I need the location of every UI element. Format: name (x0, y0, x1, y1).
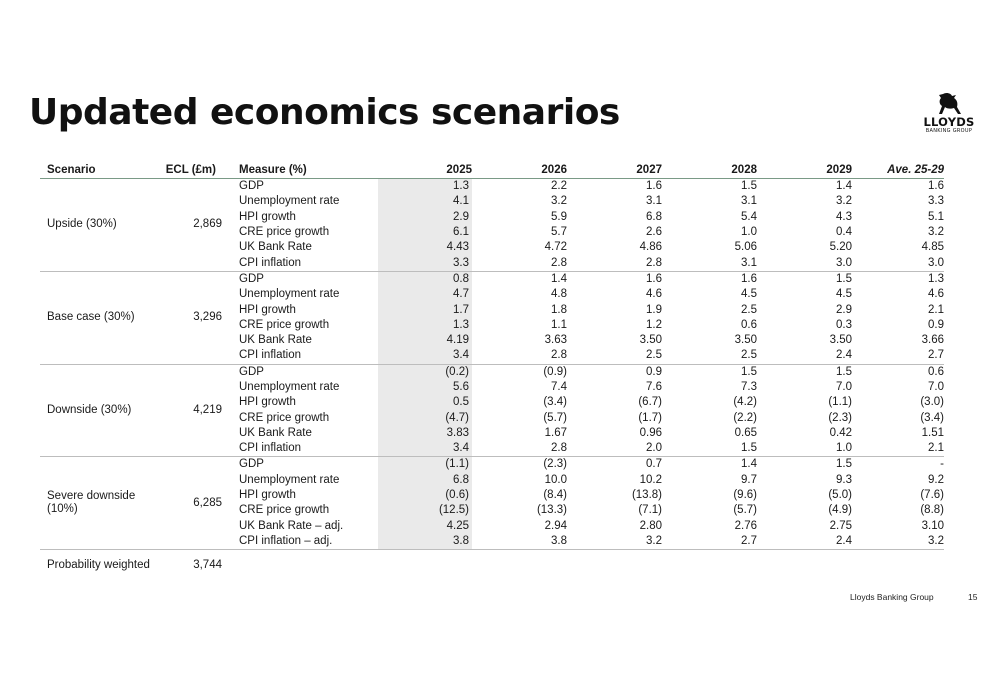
value-cell: 1.3 (928, 272, 944, 285)
measure-cell: UK Bank Rate (239, 334, 312, 347)
header-2027: 2027 (567, 155, 662, 179)
value-cell: 1.5 (836, 458, 852, 471)
measure-cell: HPI growth (239, 210, 296, 223)
measure-cell: Unemployment rate (239, 195, 340, 208)
value-cell: 1.6 (928, 180, 944, 193)
value-cell: 3.3 (378, 255, 472, 271)
value-cell: 5.1 (928, 210, 944, 223)
value-cell: 2.8 (567, 255, 662, 271)
value-cell: 9.3 (836, 473, 852, 486)
empty-cell (567, 550, 662, 581)
value-cell: 3.4 (378, 441, 472, 457)
value-cell: (3.4) (920, 411, 944, 424)
value-cell: 3.4 (378, 348, 472, 364)
value-cell: 1.9 (646, 303, 662, 316)
measure-cell: UK Bank Rate – adj. (239, 519, 344, 532)
value-cell: (2.2) (733, 411, 757, 424)
value-cell: 0.8 (378, 271, 472, 287)
value-cell: 1.4 (551, 272, 567, 285)
value-cell: 2.8 (472, 255, 567, 271)
empty-cell (472, 550, 567, 581)
value-cell: 2.5 (741, 303, 757, 316)
value-cell: (9.6) (733, 489, 757, 502)
value-cell: 1.67 (544, 426, 567, 439)
scenario-cell: Severe downside (10%) (40, 457, 155, 550)
measure-cell: CRE price growth (239, 411, 330, 424)
value-cell: (3.0) (920, 396, 944, 409)
value-cell: 4.19 (378, 333, 472, 348)
value-cell: 1.6 (741, 272, 757, 285)
measure-cell: HPI growth (239, 303, 296, 316)
measure-cell: CPI inflation (232, 348, 378, 364)
value-cell: 4.3 (836, 210, 852, 223)
value-cell: (12.5) (378, 503, 472, 518)
value-cell: 3.8 (472, 534, 567, 550)
value-cell: 0.5 (378, 395, 472, 410)
scenario-cell: Base case (30%) (40, 271, 155, 364)
value-cell: 2.7 (852, 348, 944, 364)
footer-brand: Lloyds Banking Group (850, 592, 934, 602)
measure-cell: CPI inflation (232, 441, 378, 457)
value-cell: 3.50 (639, 334, 662, 347)
value-cell: 1.0 (757, 441, 852, 457)
value-cell: 1.3 (378, 318, 472, 333)
value-cell: 1.5 (836, 365, 852, 378)
value-cell: 3.0 (852, 255, 944, 271)
value-cell: (0.2) (378, 364, 472, 380)
value-cell: 1.51 (921, 426, 944, 439)
measure-cell: Unemployment rate (239, 288, 340, 301)
value-cell: 3.8 (378, 534, 472, 550)
value-cell: - (940, 458, 944, 471)
value-cell: 2.80 (639, 519, 662, 532)
table-row (40, 364, 944, 380)
value-cell: (1.7) (638, 411, 662, 424)
value-cell: 7.3 (741, 381, 757, 393)
value-cell: 2.6 (646, 226, 662, 239)
value-cell: 1.4 (836, 180, 852, 193)
value-cell: (4.2) (733, 396, 757, 409)
header-ecl: ECL (£m) (155, 155, 232, 179)
header-2025: 2025 (378, 155, 472, 179)
value-cell: (8.8) (920, 504, 944, 517)
value-cell: 1.3 (378, 179, 472, 195)
measure-cell: Unemployment rate (239, 381, 340, 393)
logo-subtitle: BANKING GROUP (925, 128, 973, 134)
value-cell: 0.9 (928, 318, 944, 331)
ecl-cell: 4,219 (155, 364, 232, 457)
value-cell: (5.0) (828, 489, 852, 502)
value-cell: 9.2 (928, 473, 944, 486)
value-cell: 3.50 (734, 334, 757, 347)
value-cell: 0.6 (928, 365, 944, 378)
value-cell: (3.4) (543, 396, 567, 409)
value-cell: 1.6 (646, 272, 662, 285)
value-cell: 1.4 (741, 458, 757, 471)
value-cell: 4.72 (544, 241, 567, 254)
ecl-cell: 2,869 (155, 179, 232, 272)
empty-cell (378, 550, 472, 581)
value-cell: 4.7 (378, 287, 472, 302)
value-cell: 1.5 (836, 272, 852, 285)
value-cell: 5.06 (734, 241, 757, 254)
lloyds-logo (916, 92, 982, 136)
empty-cell (852, 550, 944, 581)
table-row (40, 457, 944, 473)
ecl-cell: 6,285 (155, 457, 232, 550)
value-cell: 5.9 (551, 210, 567, 223)
value-cell: 2.5 (567, 348, 662, 364)
value-cell: 3.0 (757, 255, 852, 271)
value-cell: 2.75 (829, 519, 852, 532)
value-cell: 0.3 (836, 318, 852, 331)
value-cell: 3.2 (567, 534, 662, 550)
measure-cell: HPI growth (239, 396, 296, 409)
value-cell: 7.0 (928, 381, 944, 393)
value-cell: 3.83 (378, 426, 472, 441)
value-cell: 2.1 (852, 441, 944, 457)
value-cell: 2.0 (567, 441, 662, 457)
ecl-cell: 3,744 (193, 558, 222, 571)
value-cell: 3.50 (829, 334, 852, 347)
value-cell: 2.2 (551, 180, 567, 193)
scenario-cell: Probability weighted (47, 558, 150, 571)
value-cell: 1.6 (646, 180, 662, 193)
value-cell: 5.4 (741, 210, 757, 223)
value-cell: 7.0 (836, 381, 852, 393)
value-cell: 4.8 (551, 288, 567, 301)
table-body (40, 179, 944, 581)
header-2026: 2026 (472, 155, 567, 179)
value-cell: 2.94 (544, 519, 567, 532)
value-cell: 1.2 (646, 318, 662, 331)
measure-cell: CPI inflation (232, 255, 378, 271)
header-average: Ave. 25-29 (852, 155, 944, 179)
value-cell: 2.4 (757, 348, 852, 364)
value-cell: 2.8 (472, 441, 567, 457)
measure-cell: GDP (239, 458, 264, 471)
logo-wordmark: LLOYDS (923, 115, 975, 129)
value-cell: (7.6) (920, 489, 944, 502)
value-cell: (1.1) (378, 457, 472, 473)
header-2029: 2029 (757, 155, 852, 179)
value-cell: (8.4) (543, 489, 567, 502)
value-cell: 4.6 (646, 288, 662, 301)
empty-cell (757, 550, 852, 581)
value-cell: (4.7) (378, 410, 472, 425)
value-cell: (2.3) (828, 411, 852, 424)
value-cell: (13.8) (631, 489, 662, 502)
scenario-cell: Downside (30%) (40, 364, 155, 457)
value-cell: 4.25 (378, 519, 472, 534)
value-cell: 4.5 (741, 288, 757, 301)
value-cell: 5.6 (378, 380, 472, 395)
probability-weighted-row (40, 550, 944, 581)
value-cell: 3.3 (928, 195, 944, 208)
value-cell: 3.66 (921, 334, 944, 347)
value-cell: 0.65 (734, 426, 757, 439)
value-cell: 3.2 (551, 195, 567, 208)
value-cell: 3.63 (544, 334, 567, 347)
value-cell: 1.5 (741, 180, 757, 193)
measure-cell: CRE price growth (239, 318, 330, 331)
value-cell: 4.43 (378, 240, 472, 255)
value-cell: 2.4 (757, 534, 852, 550)
value-cell: 3.1 (741, 195, 757, 208)
value-cell: (0.6) (378, 488, 472, 503)
header-measure: Measure (%) (232, 155, 378, 179)
measure-cell: UK Bank Rate (239, 241, 312, 254)
value-cell: 0.7 (646, 458, 662, 471)
measure-cell: GDP (239, 365, 264, 378)
value-cell: 4.85 (921, 241, 944, 254)
value-cell: 1.7 (378, 302, 472, 317)
value-cell: 6.8 (646, 210, 662, 223)
value-cell: (5.7) (733, 504, 757, 517)
value-cell: 3.2 (836, 195, 852, 208)
measure-cell: GDP (239, 180, 264, 193)
table-row (40, 179, 944, 195)
value-cell: 2.7 (662, 534, 757, 550)
value-cell: (5.7) (543, 411, 567, 424)
value-cell: 6.1 (378, 225, 472, 240)
value-cell: 0.4 (836, 226, 852, 239)
page-title: Updated economics scenarios (29, 92, 620, 133)
value-cell: 3.1 (646, 195, 662, 208)
value-cell: 0.96 (639, 426, 662, 439)
value-cell: (0.9) (543, 365, 567, 378)
value-cell: 3.2 (928, 226, 944, 239)
measure-cell: GDP (239, 272, 264, 285)
value-cell: 3.1 (662, 255, 757, 271)
value-cell: 4.6 (928, 288, 944, 301)
ecl-cell: 3,296 (155, 271, 232, 364)
value-cell: 9.7 (741, 473, 757, 486)
value-cell: 2.76 (734, 519, 757, 532)
value-cell: 1.5 (662, 441, 757, 457)
measure-cell: Unemployment rate (239, 473, 340, 486)
measure-cell: HPI growth (239, 489, 296, 502)
value-cell: (1.1) (828, 396, 852, 409)
measure-cell: CRE price growth (239, 226, 330, 239)
table-row (40, 271, 944, 287)
empty-cell (662, 550, 757, 581)
header-scenario: Scenario (40, 155, 155, 179)
value-cell: 4.86 (639, 241, 662, 254)
value-cell: 2.9 (378, 210, 472, 225)
value-cell: (13.3) (536, 504, 567, 517)
value-cell: 1.0 (741, 226, 757, 239)
measure-cell: UK Bank Rate (239, 426, 312, 439)
value-cell: 4.1 (378, 194, 472, 209)
scenarios-table (40, 155, 944, 580)
value-cell: (6.7) (638, 396, 662, 409)
value-cell: 2.5 (662, 348, 757, 364)
value-cell: 2.1 (928, 303, 944, 316)
value-cell: 0.9 (646, 365, 662, 378)
table-header-row (40, 155, 944, 179)
page-number: 15 (968, 592, 978, 602)
value-cell: 4.5 (836, 288, 852, 301)
value-cell: 1.8 (551, 303, 567, 316)
measure-cell: CRE price growth (239, 504, 330, 517)
value-cell: 1.1 (551, 318, 567, 331)
value-cell: 7.6 (646, 381, 662, 393)
value-cell: 1.5 (741, 365, 757, 378)
scenario-cell: Upside (30%) (40, 179, 155, 272)
empty-cell (232, 550, 378, 581)
header-2028: 2028 (662, 155, 757, 179)
value-cell: (7.1) (638, 504, 662, 517)
value-cell: 2.8 (472, 348, 567, 364)
value-cell: 0.42 (829, 426, 852, 439)
value-cell: (2.3) (543, 458, 567, 471)
value-cell: 5.7 (551, 226, 567, 239)
black-horse-icon (934, 92, 964, 116)
value-cell: 7.4 (551, 381, 567, 393)
value-cell: (4.9) (828, 504, 852, 517)
value-cell: 5.20 (829, 241, 852, 254)
value-cell: 2.9 (836, 303, 852, 316)
value-cell: 10.2 (639, 473, 662, 486)
measure-cell: CPI inflation – adj. (232, 534, 378, 550)
value-cell: 6.8 (378, 473, 472, 488)
value-cell: 3.2 (852, 534, 944, 550)
value-cell: 3.10 (921, 519, 944, 532)
value-cell: 0.6 (741, 318, 757, 331)
value-cell: 10.0 (544, 473, 567, 486)
